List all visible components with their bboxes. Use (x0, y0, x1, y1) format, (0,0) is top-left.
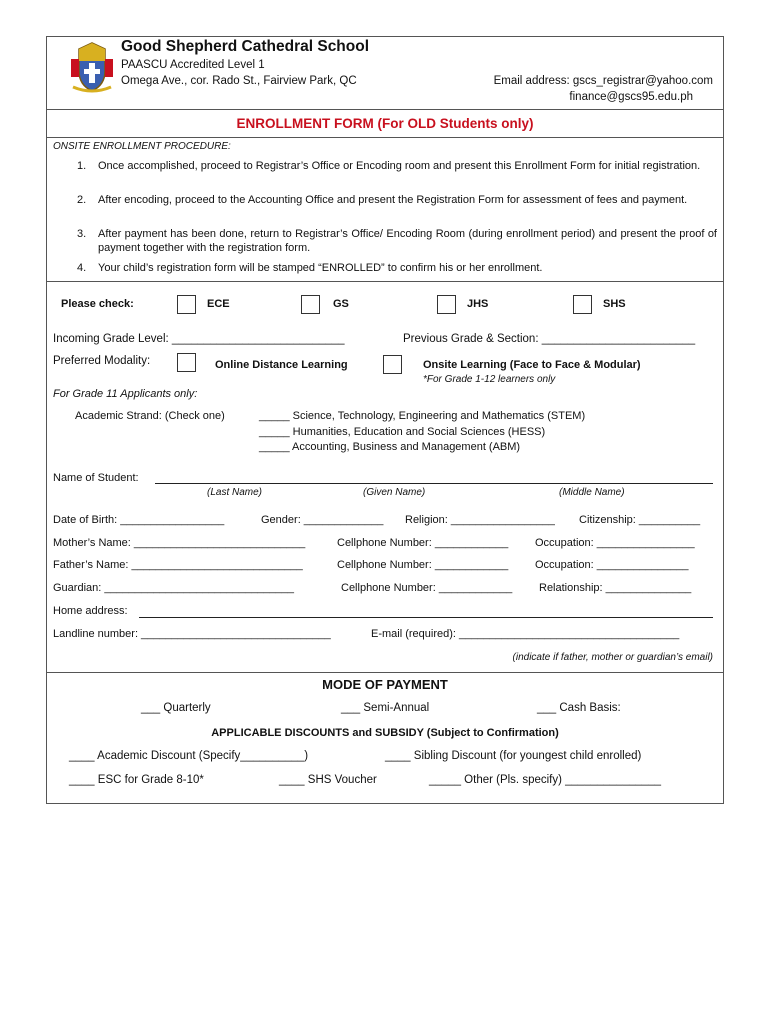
shs-checkbox[interactable] (573, 295, 592, 314)
onsite-learning-checkbox[interactable] (383, 355, 402, 374)
academic-discount-option[interactable]: ____ Academic Discount (Specify__________) (69, 750, 309, 762)
ece-checkbox[interactable] (177, 295, 196, 314)
school-name: Good Shepherd Cathedral School (121, 38, 370, 55)
payment-heading: MODE OF PAYMENT (322, 677, 448, 692)
please-check-label: Please check: (61, 298, 134, 310)
home-address-label: Home address: (53, 605, 128, 617)
modality-label: Preferred Modality: (53, 355, 151, 367)
sibling-discount-option[interactable]: ____ Sibling Discount (for youngest child enrolled) (385, 750, 642, 762)
onsite-learning-label: Onsite Learning (Face to Face & Modular) (423, 359, 641, 371)
father-cellphone-field[interactable]: Cellphone Number: ____________ (337, 559, 509, 571)
strand-label: Academic Strand: (Check one) (75, 410, 225, 422)
mother-occupation-field[interactable]: Occupation: ________________ (535, 537, 695, 549)
shs-voucher-option[interactable]: ____ SHS Voucher (279, 774, 377, 786)
school-address: Omega Ave., cor. Rado St., Fairview Park, QC (121, 75, 357, 87)
religion-field[interactable]: Religion: _________________ (405, 514, 555, 526)
home-address-line[interactable] (139, 617, 713, 618)
accreditation: PAASCU Accredited Level 1 (121, 59, 265, 71)
father-name-field[interactable]: Father’s Name: ____________________________ (53, 559, 303, 571)
online-learning-checkbox[interactable] (177, 353, 196, 372)
previous-grade-field[interactable]: Previous Grade & Section: ________________________ (403, 333, 696, 345)
ece-label: ECE (207, 298, 230, 310)
given-name-caption: (Given Name) (363, 487, 426, 498)
gender-field[interactable]: Gender: _____________ (261, 514, 384, 526)
guardian-name-field[interactable]: Guardian: _______________________________ (53, 582, 295, 594)
discount-heading: APPLICABLE DISCOUNTS and SUBSIDY (Subject to Confirmation) (211, 727, 559, 739)
onsite-note: *For Grade 1-12 learners only (423, 374, 556, 385)
incoming-grade-field[interactable]: Incoming Grade Level: ___________________________ (53, 333, 345, 345)
other-discount-option[interactable]: _____ Other (Pls. specify) _______________ (429, 774, 662, 786)
semi-annual-option[interactable]: ___ Semi-Annual (341, 702, 430, 714)
esc-option[interactable]: ____ ESC for Grade 8-10* (69, 774, 204, 786)
strand-option-abm[interactable]: _____ Accounting, Business and Management (ABM) (259, 441, 521, 453)
form-title: ENROLLMENT FORM (For OLD Students only) (236, 116, 534, 131)
father-occupation-field[interactable]: Occupation: _______________ (535, 559, 689, 571)
citizenship-field[interactable]: Citizenship: __________ (579, 514, 701, 526)
online-learning-label: Online Distance Learning (215, 359, 348, 371)
gs-label: GS (333, 298, 349, 310)
gs-checkbox[interactable] (301, 295, 320, 314)
jhs-checkbox[interactable] (437, 295, 456, 314)
student-name-label: Name of Student: (53, 472, 139, 484)
guardian-cellphone-field[interactable]: Cellphone Number: ____________ (341, 582, 513, 594)
quarterly-option[interactable]: ___ Quarterly (141, 702, 211, 714)
mother-name-field[interactable]: Mother’s Name: ____________________________ (53, 537, 306, 549)
strand-option-stem[interactable]: _____ Science, Technology, Engineering and Mathematics (STEM) (259, 410, 586, 422)
shs-label: SHS (603, 298, 626, 310)
guardian-relationship-field[interactable]: Relationship: ______________ (539, 582, 692, 594)
email-required-field[interactable]: E-mail (required): ____________________________________ (371, 628, 680, 640)
dob-field[interactable]: Date of Birth: _________________ (53, 514, 225, 526)
jhs-label: JHS (467, 298, 489, 310)
school-crest-icon (69, 41, 115, 93)
middle-name-caption: (Middle Name) (559, 487, 625, 498)
enrollment-form: Good Shepherd Cathedral School PAASCU Accredited Level 1 Omega Ave., cor. Rado St., Fairview Park, QC Email address: gscs_registrar@yahoo.com finance@gscs95.edu.ph ENROLLMENT FORM (For OLD Students only) ONSITE ENROLLMENT PROCEDURE: 1. Once accomplished, proceed to Registrar’s Office or Encoding room and present this Enrollment Form for initial registration. 2. After encoding, proceed to the Accounting Office and present the Registration Form for assessment of fees and payment. 3. After payment has been done, return to Registrar’s Office/ Encoding Room (during enrollment period) and present the proof of payment together with the registration form. 4. Your child’s registration form will be stamped “ENROLLED” to confirm his or her enrollment. Please check: ECE GS JHS SHS Incoming Grade Level: ___________________________ Previous Grade & Section: ________________________ Preferred Modality: Online Distance Learning Onsite Learning (Face to Face & Modular) *For Grade 1-12 learners only For Grade 11 Applicants only: Academic Strand: (Check one) _____ Science, Technology, Engineering and Mathematics (STEM) _____ Humanities, Education and Social Sciences (HESS) _____ Accounting, Business and Management (ABM) Name of Student: (Last Name) (Given Name) (Middle Name) Date of Birth: _________________ Gender: _____________ Religion: _________________ Citizenship: __________ Mother’s Name: ____________________________ Cellphone Number: ____________ Occupation: ________________ Father’s Name: ____________________________ Cellphone Number: ____________ Occupation: _______________ Guardian: _______________________________ Cellphone Number: ____________ Relationship: ______________ Home address: Landline number: _______________________________ E-mail (required): ____________________________________ (indicate if father, mother or guardian’s email) MODE OF PAYMENT ___ Quarterly ___ Semi-Annual ___ Cash Basis: APPLICABLE DISCOUNTS and SUBSIDY (Subject to Confirmation) ____ Academic Discount (Specify__________) ____ Sibling Discount (for youngest child enrolled) ____ ESC for Grade 8-10* ____ SHS Voucher _____ Other (Pls. specify) _______________ (46, 36, 724, 804)
procedure-heading: ONSITE ENROLLMENT PROCEDURE: (53, 141, 231, 152)
finance-email: finance@gscs95.edu.ph (569, 91, 693, 103)
landline-field[interactable]: Landline number: _______________________________ (53, 628, 331, 640)
student-name-line[interactable] (155, 483, 713, 484)
mother-cellphone-field[interactable]: Cellphone Number: ____________ (337, 537, 509, 549)
email-note: (indicate if father, mother or guardian’s email) (512, 652, 713, 663)
strand-option-hess[interactable]: _____ Humanities, Education and Social Sciences (HESS) (259, 426, 546, 438)
last-name-caption: (Last Name) (207, 487, 263, 498)
cash-basis-option[interactable]: ___ Cash Basis: (537, 702, 621, 714)
grade11-heading: For Grade 11 Applicants only: (53, 388, 198, 400)
email-address: Email address: gscs_registrar@yahoo.com (493, 75, 713, 87)
